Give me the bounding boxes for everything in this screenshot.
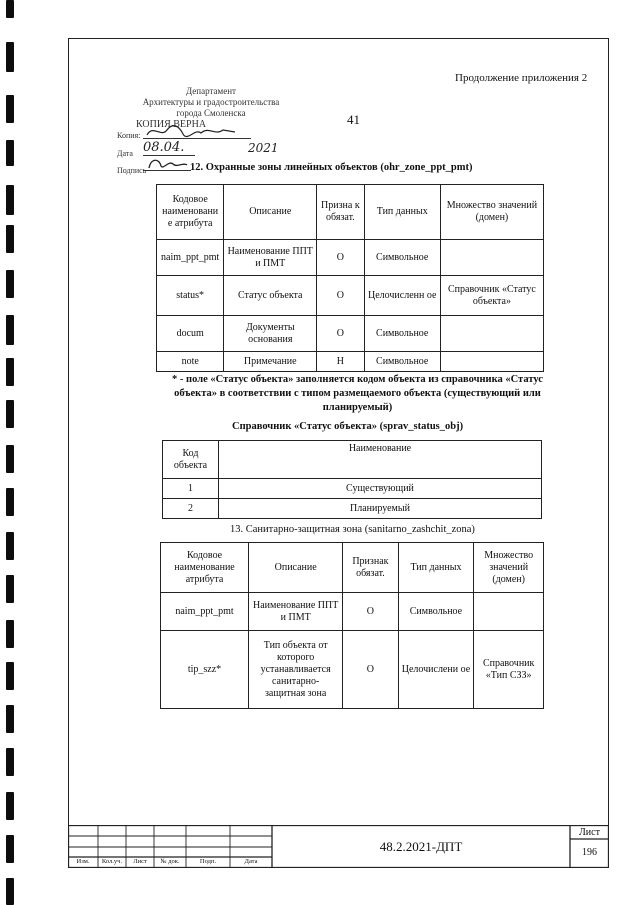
stamp-signature-label: Подпись [117,166,147,175]
table-cell: Н [317,352,364,372]
table-cell: Тип объекта от которого устанавливается санитарно-защитная зона [249,631,343,709]
table-cell: status* [157,276,224,316]
table-cell: Наименование ППТ и ПМТ [249,593,343,631]
table-cell: 1 [163,479,219,499]
stamp-date-label: Дата [117,149,133,158]
stamp-line2: Архитектуры и градостроительства [142,97,280,107]
stamp-line3: города Смоленска [176,108,246,118]
section13-header-row [161,543,544,593]
table-cell: О [343,593,398,631]
stamp-line4: КОПИЯ ВЕРНА [136,119,207,130]
table-cell: Символьное [364,240,440,276]
table-cell [440,240,543,276]
col-header: Описание [224,185,317,240]
col-header: Наименование [218,441,541,479]
section13-title: 13. Санитарно-защитная зона (sanitarno_zashchit_zona) [230,524,475,535]
table-cell: naim_ppt_pmt [161,593,249,631]
table-cell: О [317,240,364,276]
table-cell: 2 [163,499,219,519]
table-row [161,593,544,631]
stamp-date: 08.04. [143,140,195,156]
col-header: Кодовое наименовани е атрибута [157,185,224,240]
col-header: Множество значений (домен) [440,185,543,240]
table-row [157,316,544,352]
continuation-label: Продолжение приложения 2 [455,72,588,84]
col-header: Кодовое наименование атрибута [161,543,249,593]
stamp-line1: Департамент [186,86,236,96]
section12-footnote: * - поле «Статус объекта» заполняется кодом объекта из справочника «Статус объекта» в соответствии с типом размещаемого объекта (существующий или планируемый) [172,374,543,413]
sheet-label: Лист [579,827,600,838]
table-cell: Справочник «Тип СЗЗ» [474,631,544,709]
table-cell: Наименование ППТ и ПМТ [224,240,317,276]
table-cell: О [343,631,398,709]
col-header: Тип данных [398,543,474,593]
tb-col-list: Лист [133,858,147,865]
section12-table [156,184,544,372]
table-cell: Символьное [398,593,474,631]
table-row [161,631,544,709]
sprav-header-row [163,441,542,479]
section13-table [160,542,544,709]
col-header: Множество значений (домен) [474,543,544,593]
tb-col-data: Дата [244,858,258,865]
table-cell: Существующий [218,479,541,499]
table-row [157,352,544,372]
signature-1-scribble [143,124,251,140]
table-row [163,499,542,519]
signature-2-scribble [143,156,191,172]
col-header: Признак обязат. [343,543,398,593]
table-cell: Символьное [364,352,440,372]
page-number: 41 [347,112,360,127]
table-cell: Символьное [364,316,440,352]
table-cell: Статус объекта [224,276,317,316]
tb-col-podp: Подп. [199,858,217,865]
table-cell: Примечание [224,352,317,372]
table-cell: Целочисленн ое [364,276,440,316]
table-cell: tip_szz* [161,631,249,709]
section12-header-row [157,185,544,240]
title-block [68,825,609,868]
binding-marks [0,0,22,905]
table-row [157,240,544,276]
table-cell: naim_ppt_pmt [157,240,224,276]
table-cell: Целочислени ое [398,631,474,709]
table-cell: Документы основания [224,316,317,352]
sprav-table [162,440,542,519]
sprav-title: Справочник «Статус объекта» (sprav_status_obj) [232,421,464,432]
col-header: Описание [249,543,343,593]
signature-2 [143,156,191,171]
table-cell [440,352,543,372]
table-cell: Планируемый [218,499,541,519]
stamp-copy-label: Копия: [117,131,141,140]
col-header: Тип данных [364,185,440,240]
col-header: Призна к обязат. [317,185,364,240]
table-cell: О [317,276,364,316]
tb-col-izm: Изм. [76,858,90,865]
table-cell: О [317,316,364,352]
table-row [163,479,542,499]
table-cell: docum [157,316,224,352]
table-cell [440,316,543,352]
table-cell: note [157,352,224,372]
stamp-year: 2021 [248,141,279,155]
table-cell: Справочник «Статус объекта» [440,276,543,316]
col-header: Код объекта [163,441,219,479]
sheet-number: 196 [582,847,597,858]
tb-col-kolvo: Кол.уч. [101,858,123,865]
document-code: 48.2.2021-ДПТ [379,839,463,854]
table-row [157,276,544,316]
tb-col-ndok: № док. [160,858,180,865]
section12-title: 12. Охранные зоны линейных объектов (ohr_zone_ppt_pmt) [190,162,473,173]
table-cell [474,593,544,631]
signature-1 [143,124,251,139]
